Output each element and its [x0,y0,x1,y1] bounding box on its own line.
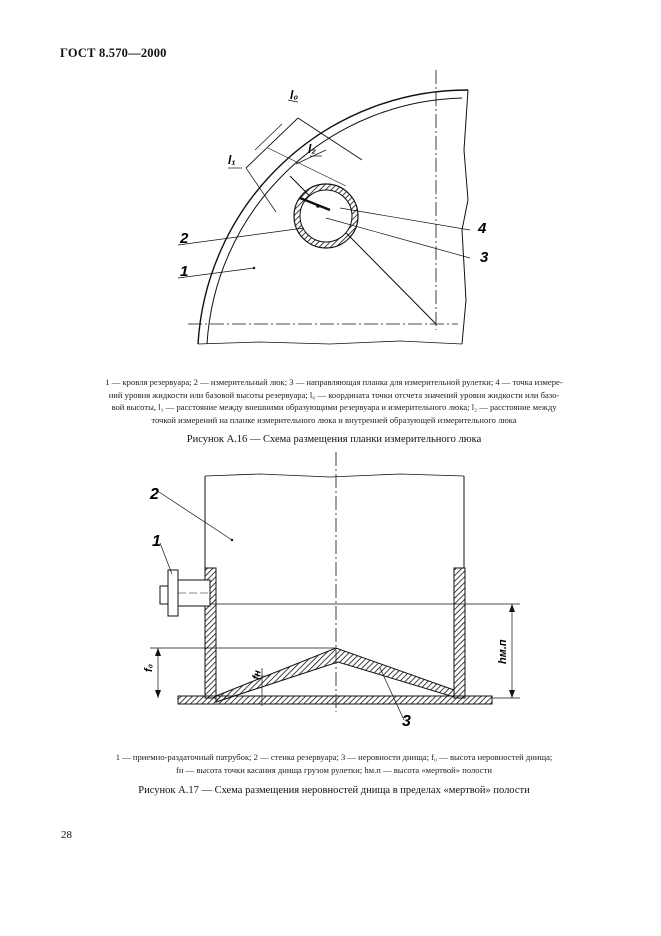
legend-line: вой высоты, l₁ — расстояние между внешними образующими резервуара и измерительного люка; l₂ — расстояние между [111,402,557,412]
fig16-label-3: 3 [480,249,489,266]
fig16-label-1: 1 [180,263,189,280]
legend-line: fн — высота точки касания днища грузом рулетки; hм.п — высота «мертвой» полости [176,764,492,775]
right-wall [454,568,465,698]
figure-a17-title: Рисунок А.17 — Схема размещения неровностей днища в пределах «мертвой» полости [138,785,530,796]
fig17-label-2: 2 [150,486,159,503]
fig16-label-2: 2 [180,230,189,247]
legend-line: 1 — приемно-раздаточный патрубок; 2 — стенка резервуара; 3 — неровности днища; f₀ — высота неровностей днища; [115,752,553,762]
legend-line: 1 — кровля резервуара; 2 — измерительный люк; 3 — направляющая планка для измерительной рулетки; 4 — точка измере- [105,377,563,387]
fig16-label-4: 4 [478,220,487,237]
page-number: 28 [61,829,72,841]
fig16-label-l1: l₁ [228,153,236,167]
fig17-label-1: 1 [152,533,161,550]
legend-line: точкой измерений на планке измерительного люка и внутренней образующей измерительного люка [151,414,517,425]
figure-a17-legend [60,751,608,776]
figure-a16-title: Рисунок А.16 — Схема размещения планки измерительного люка [186,434,482,445]
legend-line: ний уровня жидкости или базовой высоты резервуара; l₀ — координата точки отсчета значений уровня жидкости или базо- [108,389,560,400]
document-header: ГОСТ 8.570—2000 [60,46,167,60]
fig16-label-l0: l₀ [290,88,299,102]
fig16-label-l2: l₂ [308,142,316,156]
fig17-label-3: 3 [402,713,411,730]
fig17-label-hmp: hм.п [497,639,509,664]
fig17-label-fd: f₀ [143,663,155,672]
nozzle-flange [168,570,178,616]
fig17-label-fn: fн [251,669,264,681]
